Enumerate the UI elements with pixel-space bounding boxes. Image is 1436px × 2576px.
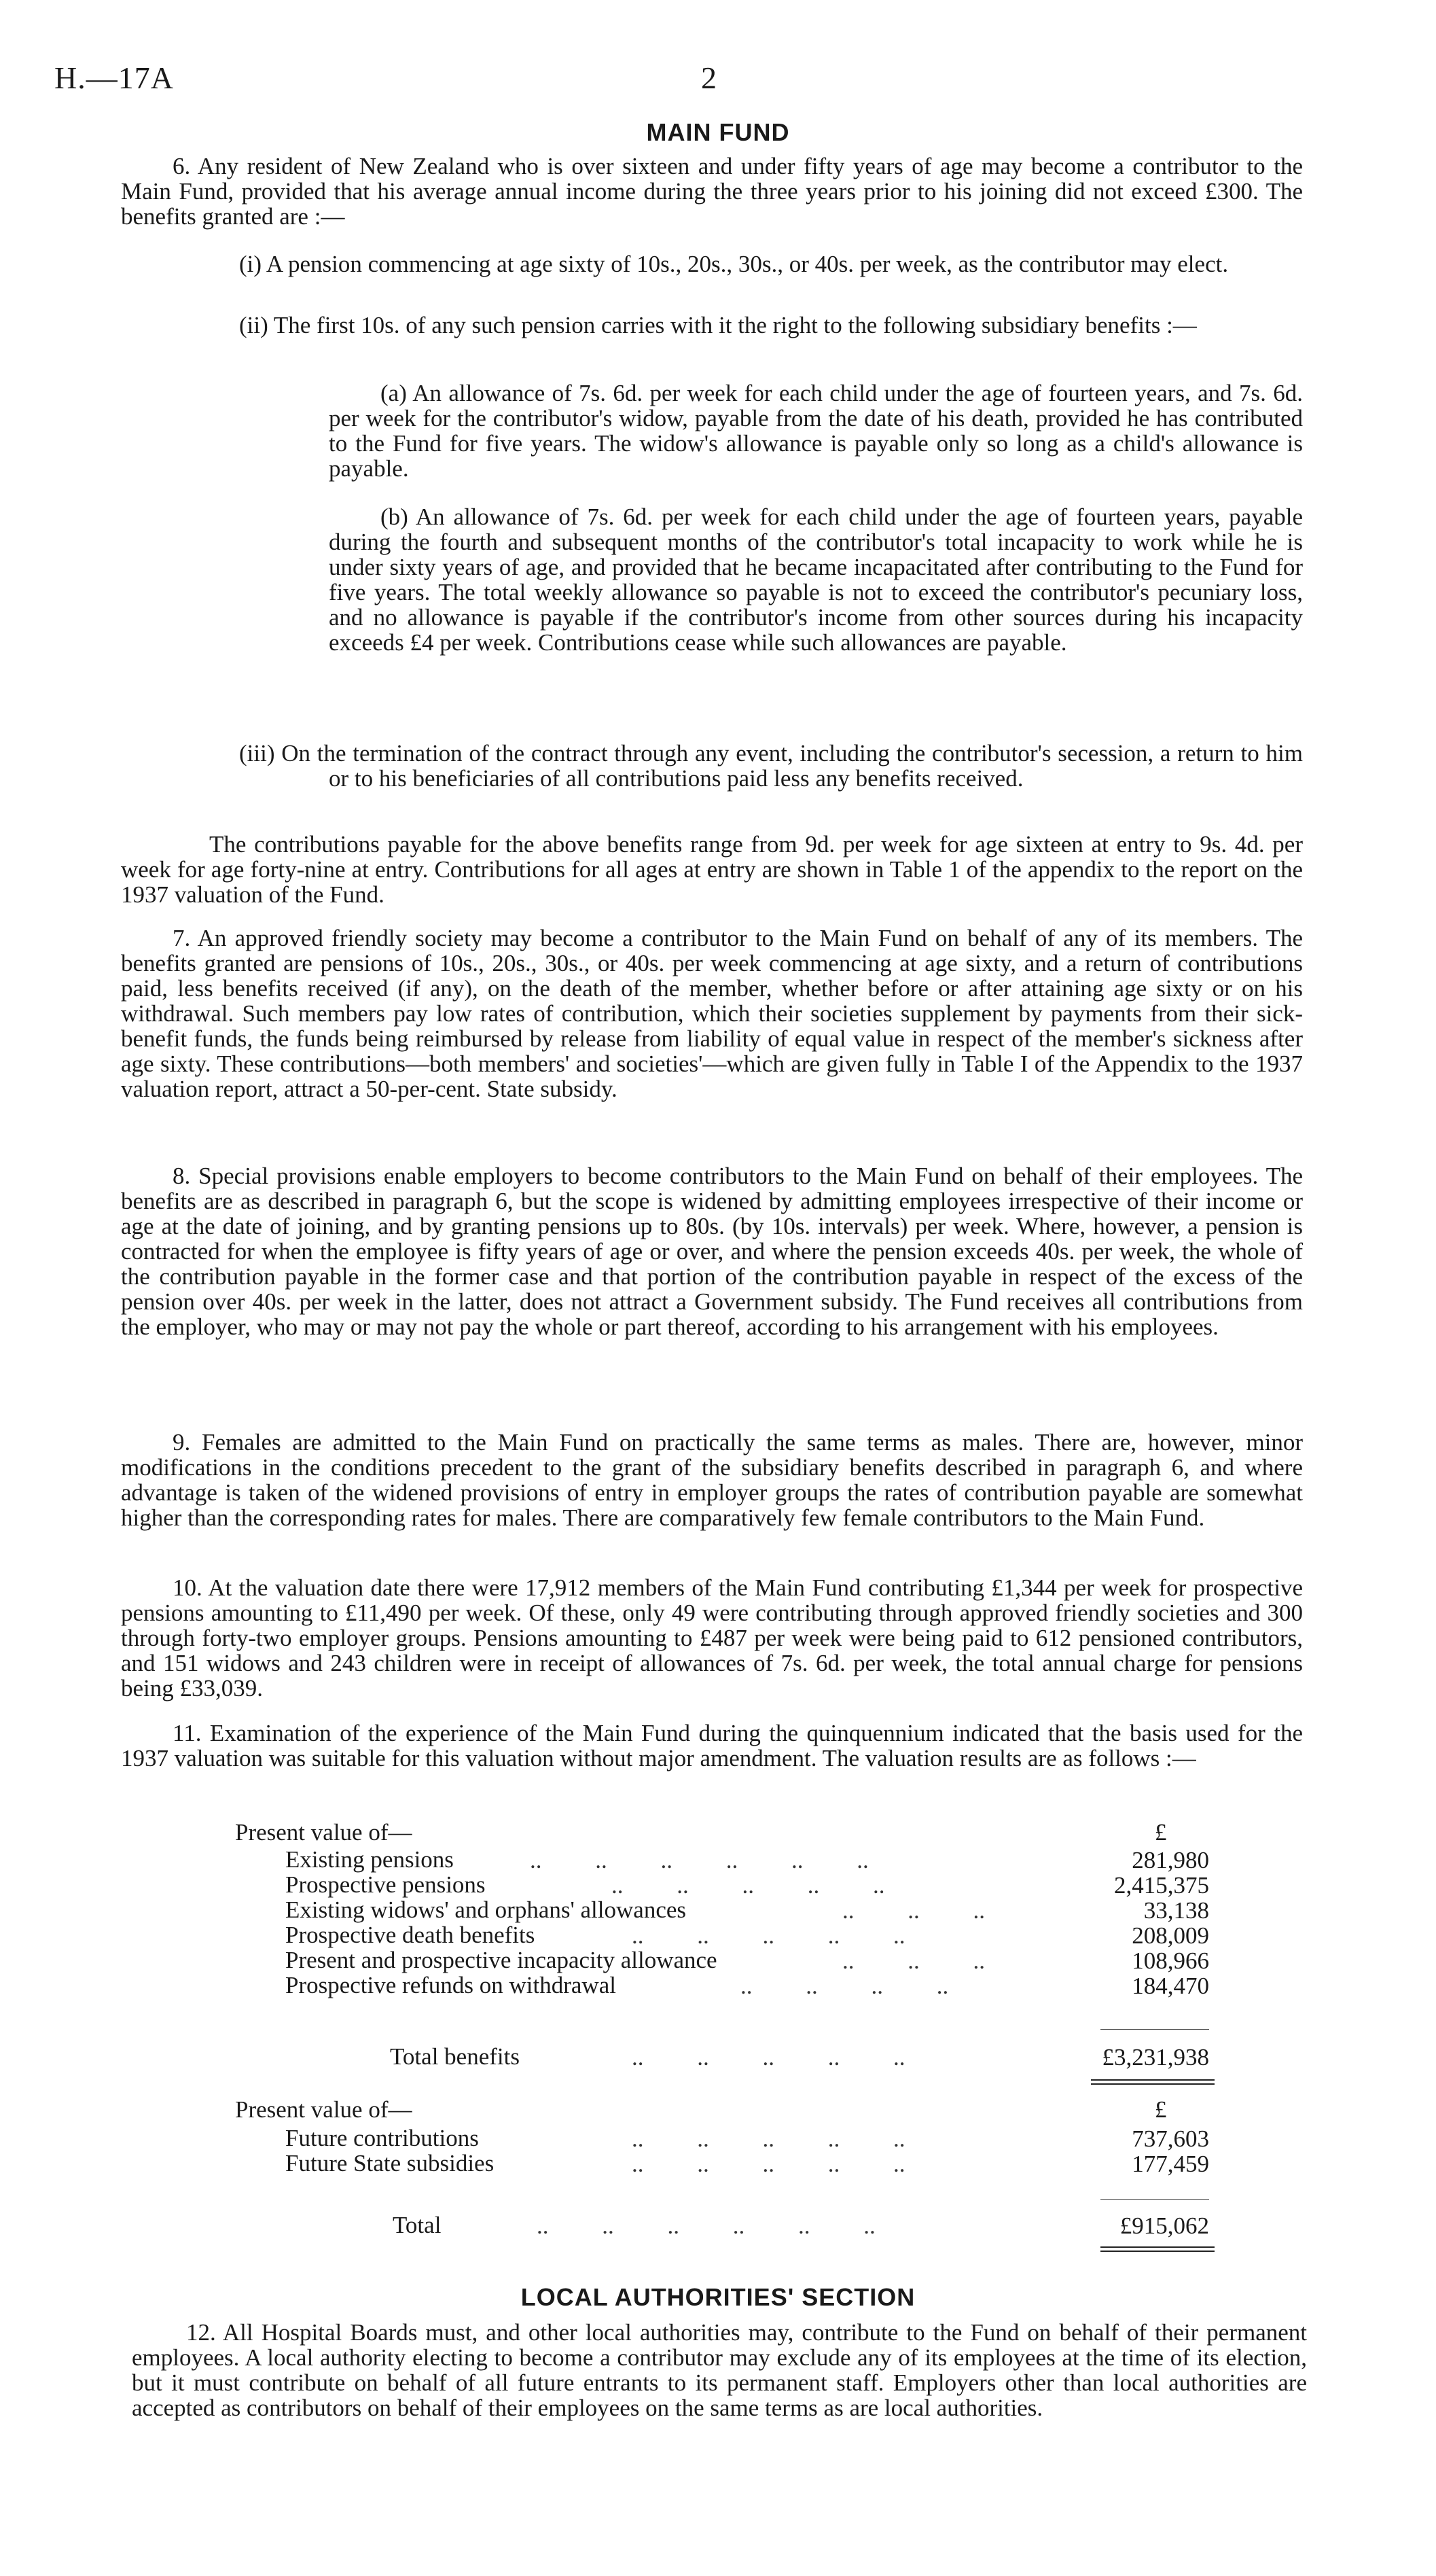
- total-label: Total: [393, 2212, 442, 2238]
- total-value: £915,062: [1119, 2212, 1209, 2239]
- leader-dots: .. .. .. .. ..: [632, 2151, 905, 2177]
- total-rule: [1091, 2079, 1215, 2081]
- leader-dots: .. .. .. .. .. ..: [537, 2212, 876, 2239]
- benefit-value: 208,009: [1132, 1922, 1209, 1949]
- benefit-value: 2,415,375: [1114, 1872, 1209, 1899]
- benefit-label: Existing pensions: [285, 1846, 454, 1873]
- total-benefits-value: £3,231,938: [1102, 2044, 1209, 2070]
- benefit-label: Present and prospective incapacity allowance: [285, 1947, 717, 1973]
- paragraph-6-contributions: The contributions payable for the above benefits range from 9d. per week for age sixteen at entry to 9s. 4d. per week for age forty-nine at entry. Contributions for all ages at entry are shown in Table 1 of the appendix to the report on the 1937 valuation of the Fund.: [121, 831, 1303, 908]
- benefit-label: Prospective death benefits: [285, 1922, 535, 1948]
- paragraph-11: 11. Examination of the experience of the Main Fund during the quinquennium indicated that the basis used for the 1937 valuation was suitable for this valuation without major amendment. The valuation results are as follows :—: [121, 1720, 1303, 1771]
- total-rule-double: [1091, 2083, 1215, 2085]
- leader-dots: .. .. ..: [842, 1947, 985, 1974]
- benefit-item-ii-a: (a) An allowance of 7s. 6d. per week for each child under the age of fourteen years, and 7s. 6d. per week for the contributor's widow, payable from the date of his death, provided he has contributed to the Fund for five years. The widow's allowance is payable only so long as a child's allowance is payable.: [329, 380, 1303, 482]
- benefit-label: Prospective refunds on withdrawal: [285, 1972, 616, 1998]
- page-number: 2: [701, 60, 717, 95]
- benefits-heading: Present value of—: [235, 1819, 412, 1846]
- paragraph-10: 10. At the valuation date there were 17,912 members of the Main Fund contributing £1,344 per week for prospective pensions amounting to £11,490 per week. Of these, only 49 were contributing through approved friendly societies and 300 through forty-two employer groups. Pensions amounting to £487 per week were being paid to 612 pensioned contributors, and 151 widows and 243 children were in receipt of allowances of 7s. 6d. per week, the total annual charge for pensions being £33,039.: [121, 1574, 1303, 1701]
- benefit-label: Prospective pensions: [285, 1871, 486, 1898]
- benefit-item-i: (i) A pension commencing at age sixty of 10s., 20s., 30s., or 40s. per week, as the contributor may elect.: [239, 251, 1229, 277]
- leader-dots: .. .. .. ..: [740, 1973, 949, 1999]
- benefit-item-iii: (iii) On the termination of the contract through any event, including the contributor's secession, a return to him or to his beneficiaries of all contributions paid less any benefits received.: [239, 740, 1303, 792]
- currency-header: £: [1155, 1819, 1167, 1846]
- contribution-value: 737,603: [1132, 2125, 1209, 2152]
- subtotal-rule: [1100, 2029, 1209, 2030]
- document-reference: H.—17A: [54, 60, 174, 95]
- leader-dots: .. .. ..: [842, 1897, 985, 1924]
- paragraph-9: 9. Females are admitted to the Main Fund on practically the same terms as males. There are, however, minor modifications in the conditions precedent to the grant of the subsidiary benefits described in paragraph 6, and where advantage is taken of the widened provisions of entry in employer groups the rates of contribution payable are somewhat higher than the corresponding rates for males. There are comparatively few female contributors to the Main Fund.: [121, 1429, 1303, 1531]
- benefit-label: Existing widows' and orphans' allowances: [285, 1896, 687, 1923]
- leader-dots: .. .. .. .. ..: [632, 1922, 905, 1949]
- total-benefits-label: Total benefits: [390, 2043, 520, 2070]
- main-fund-heading: MAIN FUND: [646, 118, 790, 146]
- leader-dots: .. .. .. .. .. ..: [530, 1847, 869, 1873]
- contribution-label: Future contributions: [285, 2125, 479, 2151]
- leader-dots: .. .. .. .. ..: [632, 2125, 905, 2152]
- total-rule-double: [1100, 2251, 1215, 2252]
- contribution-value: 177,459: [1132, 2151, 1209, 2177]
- paragraph-12: 12. All Hospital Boards must, and other local authorities may, contribute to the Fund on behalf of their permanent employees. A local authority electing to become a contributor may exclude any of its employees at the time of its election, but it must contribute on behalf of all future entrants to its permanent staff. Employers other than local authorities are accepted as contributors on behalf of their employees on the same terms as are local authorities.: [132, 2319, 1307, 2421]
- subtotal-rule: [1100, 2199, 1209, 2200]
- benefit-value: 281,980: [1132, 1847, 1209, 1873]
- benefit-item-ii: (ii) The first 10s. of any such pension carries with it the right to the following subsidiary benefits :—: [239, 312, 1197, 338]
- currency-header: £: [1155, 2096, 1167, 2123]
- benefit-value: 33,138: [1143, 1897, 1209, 1924]
- benefit-value: 108,966: [1132, 1947, 1209, 1974]
- paragraph-7: 7. An approved friendly society may become a contributor to the Main Fund on behalf of any of its members. The benefits granted are pensions of 10s., 20s., 30s., or 40s. per week commencing at age sixty, and a return of contributions paid, less benefits received (if any), on the death of the member, whether before or after attaining age sixty or on his withdrawal. Such members pay low rates of contribution, which their societies supplement by payments from their sick-benefit funds, the funds being reimbursed by release from liability of equal value in respect of the member's sickness after age sixty. These contributions—both members' and societies'—which are given fully in Table I of the Appendix to the 1937 valuation report, attract a 50-per-cent. State subsidy.: [121, 925, 1303, 1102]
- leader-dots: .. .. .. .. ..: [632, 2044, 905, 2070]
- benefit-item-ii-b: (b) An allowance of 7s. 6d. per week for each child under the age of fourteen years, payable during the fourth and subsequent months of the contributor's total incapacity to work while he is under sixty years of age, and provided that he became incapacitated after contributing to the Fund for five years. The total weekly allowance so payable is not to exceed the contributor's pecuniary loss, and no allowance is payable if the contributor's income from other sources during his incapacity exceeds £4 per week. Contributions cease while such allowances are payable.: [329, 504, 1303, 656]
- paragraph-8: 8. Special provisions enable employers to become contributors to the Main Fund on behalf of their employees. The benefits are as described in paragraph 6, but the scope is widened by admitting employees irrespective of their income or age at the date of joining, and by granting pensions up to 80s. (by 10s. intervals) per week. Where, however, a pension is contracted for when the employee is fifty years of age or over, and where the pension exceeds 40s. per week, the whole of the contribution payable in the former case and that portion of the contribution payable in respect of the excess of the pension over 40s. per week in the latter, does not attract a Government subsidy. The Fund receives all contributions from the employer, who may or may not pay the whole or part thereof, according to his arrangement with his employees.: [121, 1163, 1303, 1340]
- paragraph-6-intro: 6. Any resident of New Zealand who is over sixteen and under fifty years of age may become a contributor to the Main Fund, provided that his average annual income during the three years prior to his joining did not exceed £300. The benefits granted are :—: [121, 153, 1303, 230]
- total-rule: [1100, 2246, 1215, 2248]
- contributions-heading: Present value of—: [235, 2096, 412, 2123]
- leader-dots: .. .. .. .. ..: [611, 1872, 885, 1899]
- local-authorities-heading: LOCAL AUTHORITIES' SECTION: [520, 2283, 916, 2311]
- contribution-label: Future State subsidies: [285, 2150, 495, 2176]
- benefit-value: 184,470: [1132, 1973, 1209, 1999]
